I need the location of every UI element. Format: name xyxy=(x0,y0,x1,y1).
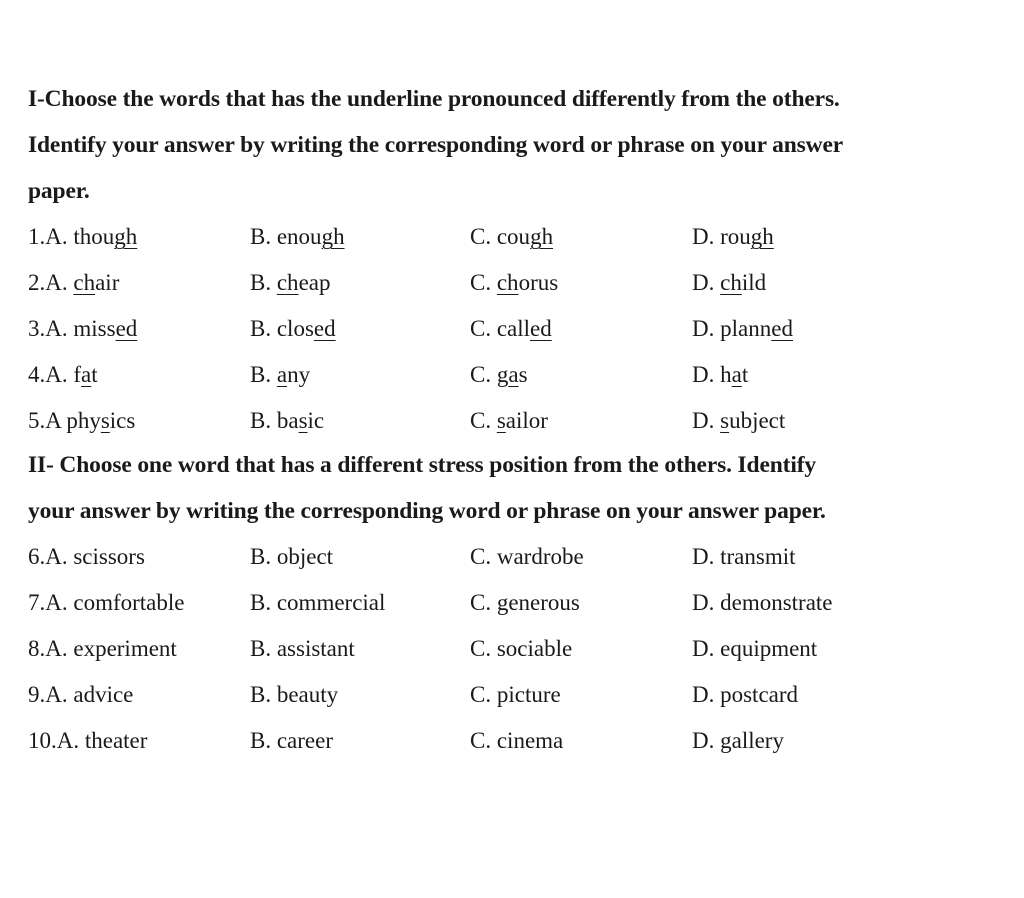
option-3a: 3.A. missed xyxy=(28,316,138,341)
option-1b: B. enough xyxy=(250,224,345,249)
underlined-sound: gh xyxy=(750,224,774,249)
option-3d: D. planned xyxy=(692,316,793,341)
question-row-4 xyxy=(28,352,968,398)
underlined-sound: a xyxy=(731,362,742,387)
section1-instruction xyxy=(28,76,968,214)
option-9b: B. beauty xyxy=(250,682,339,707)
question-row-10 xyxy=(28,718,968,764)
underlined-sound: ch xyxy=(276,270,299,295)
underlined-sound: s xyxy=(720,408,730,433)
section1-instruction-line2: Identify your answer by writing the corresponding word or phrase on your answer xyxy=(28,132,844,158)
option-1d: D. rough xyxy=(692,224,774,249)
underlined-sound: s xyxy=(496,408,506,433)
option-10d: D. gallery xyxy=(692,728,784,753)
option-7d: D. demonstrate xyxy=(692,590,833,615)
section1-questions xyxy=(28,214,968,444)
section1-instruction-line1: I-Choose the words that has the underline pronounced differently from the others. xyxy=(28,86,840,112)
underlined-sound: ed xyxy=(313,316,336,341)
option-2c: C. chorus xyxy=(470,270,559,295)
option-1a: 1.A. though xyxy=(28,224,138,249)
option-4c: C. gas xyxy=(470,362,528,387)
underlined-sound: gh xyxy=(530,224,554,249)
underlined-sound: s xyxy=(298,408,308,433)
section2-instruction xyxy=(28,442,968,534)
option-10c: C. cinema xyxy=(470,728,564,753)
section2-questions xyxy=(28,534,968,764)
question-row-1 xyxy=(28,214,968,260)
option-4d: D. hat xyxy=(692,362,749,387)
option-8d: D. equipment xyxy=(692,636,818,661)
underlined-sound: gh xyxy=(114,224,138,249)
underlined-sound: ch xyxy=(720,270,742,295)
underlined-sound: ed xyxy=(771,316,793,341)
question-row-8 xyxy=(28,626,968,672)
option-9c: C. picture xyxy=(470,682,561,707)
underlined-sound: ed xyxy=(115,316,138,341)
underlined-sound: a xyxy=(81,362,92,387)
option-8c: C. sociable xyxy=(470,636,573,661)
underlined-sound: ch xyxy=(73,270,96,295)
option-5a: 5.A physics xyxy=(28,408,136,433)
underlined-sound: a xyxy=(276,362,288,387)
option-8b: B. assistant xyxy=(250,636,355,661)
option-6a: 6.A. scissors xyxy=(28,544,145,569)
question-row-6 xyxy=(28,534,968,580)
underlined-sound: gh xyxy=(321,224,345,249)
question-row-5 xyxy=(28,398,968,444)
option-10b: B. career xyxy=(250,728,333,753)
option-7a: 7.A. comfortable xyxy=(28,590,185,615)
underlined-sound: ch xyxy=(496,270,519,295)
worksheet xyxy=(28,68,968,764)
question-row-9 xyxy=(28,672,968,718)
option-10a: 10.A. theater xyxy=(28,728,148,753)
section2-instruction-line2: your answer by writing the corresponding word or phrase on your answer paper. xyxy=(28,498,826,524)
option-2b: B. cheap xyxy=(250,270,331,295)
underlined-sound: a xyxy=(508,362,519,387)
section1-instruction-line3: paper. xyxy=(28,178,90,204)
option-5d: D. subject xyxy=(692,408,786,433)
option-3b: B. closed xyxy=(250,316,336,341)
option-5c: C. sailor xyxy=(470,408,548,433)
option-5b: B. basic xyxy=(250,408,325,433)
option-7b: B. commercial xyxy=(250,590,386,615)
underlined-sound: s xyxy=(100,408,110,433)
question-row-2 xyxy=(28,260,968,306)
option-2d: D. child xyxy=(692,270,767,295)
option-4a: 4.A. fat xyxy=(28,362,98,387)
option-6d: D. transmit xyxy=(692,544,796,569)
option-3c: C. called xyxy=(470,316,552,341)
option-9d: D. postcard xyxy=(692,682,799,707)
option-8a: 8.A. experiment xyxy=(28,636,177,661)
option-6c: C. wardrobe xyxy=(470,544,584,569)
option-7c: C. generous xyxy=(470,590,580,615)
option-4b: B. any xyxy=(250,362,311,387)
option-1c: C. cough xyxy=(470,224,554,249)
question-row-3 xyxy=(28,306,968,352)
question-row-7 xyxy=(28,580,968,626)
underlined-sound: ed xyxy=(530,316,552,341)
option-9a: 9.A. advice xyxy=(28,682,134,707)
section2-instruction-line1: II- Choose one word that has a different stress position from the others. Identify xyxy=(28,452,816,478)
option-2a: 2.A. chair xyxy=(28,270,120,295)
option-6b: B. object xyxy=(250,544,334,569)
